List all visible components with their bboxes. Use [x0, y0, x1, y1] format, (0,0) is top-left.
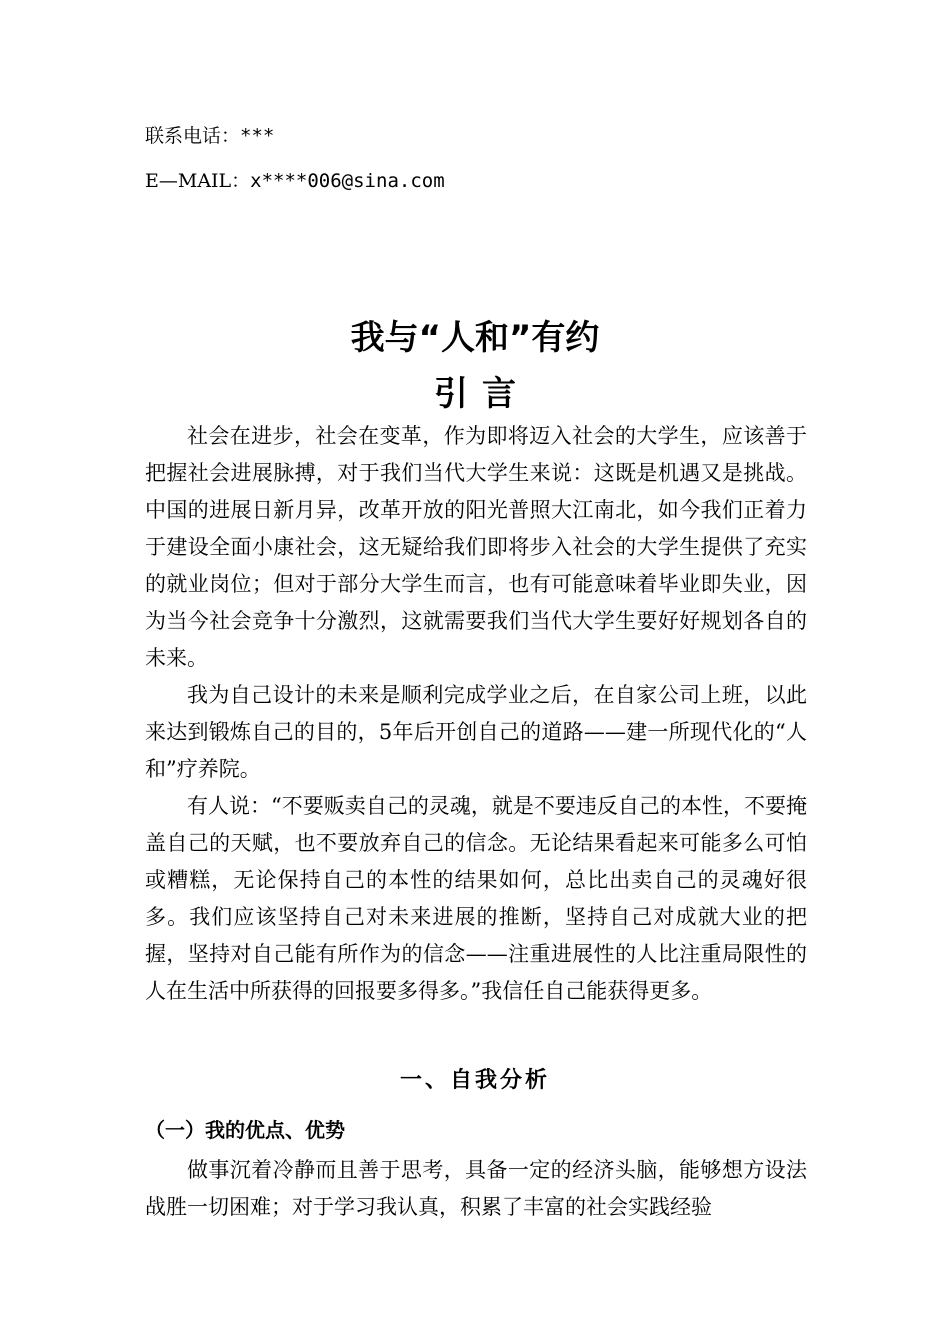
document-title: 我与“人和”有约 [350, 318, 600, 358]
intro-paragraph-3: 有人说：“不要贩卖自己的灵魂，就是不要违反自己的本性，不要掩盖自己的天赋，也不要放弃自己的信念。无论结果看起来可能多么可怕或糟糕，无论保持自己的本性的结果如何，总比出卖自己的灵魂好很多。我们应该坚持自己对未来进展的推断，坚持自己对成就大业的把握，坚持对自己能有所作为的信念——注重进展性的人比注重局限性的人在生活中所获得的回报要多得多。”我信任自己能获得更多。 [145, 794, 807, 1003]
email-label: E—MAIL： [145, 170, 251, 192]
phone-value: *** [240, 125, 275, 147]
document-subtitle: 引言 [434, 374, 530, 414]
contact-email [145, 169, 445, 193]
email-value: x****006@sina.com [250, 170, 445, 192]
sub-heading-strengths: （一）我的优点、优势 [145, 1118, 345, 1142]
intro-paragraph-2: 我为自己设计的未来是顺利完成学业之后，在自家公司上班，以此来达到锻炼自己的目的，5年后开创自己的道路——建一所现代化的“人和”疗养院。 [145, 683, 807, 781]
section-heading-self-analysis: 一、自我分析 [399, 1068, 550, 1093]
intro-paragraph-1: 社会在进步，社会在变革，作为即将迈入社会的大学生，应该善于把握社会进展脉搏，对于我们当代大学生来说：这既是机遇又是挑战。中国的进展日新月异，改革开放的阳光普照大江南北，如今我们正着力于建设全面小康社会，这无疑给我们即将步入社会的大学生提供了充实的就业岗位；但对于部分大学生而言，也有可能意味着毕业即失业，因为当今社会竞争十分激烈，这就需要我们当代大学生要好好规划各自的未来。 [145, 424, 807, 670]
strengths-paragraph: 做事沉着冷静而且善于思考，具备一定的经济头脑，能够想方设法战胜一切困难；对于学习我认真，积累了丰富的社会实践经验 [145, 1158, 807, 1219]
contact-phone [145, 124, 274, 148]
phone-label: 联系电话： [145, 125, 241, 147]
